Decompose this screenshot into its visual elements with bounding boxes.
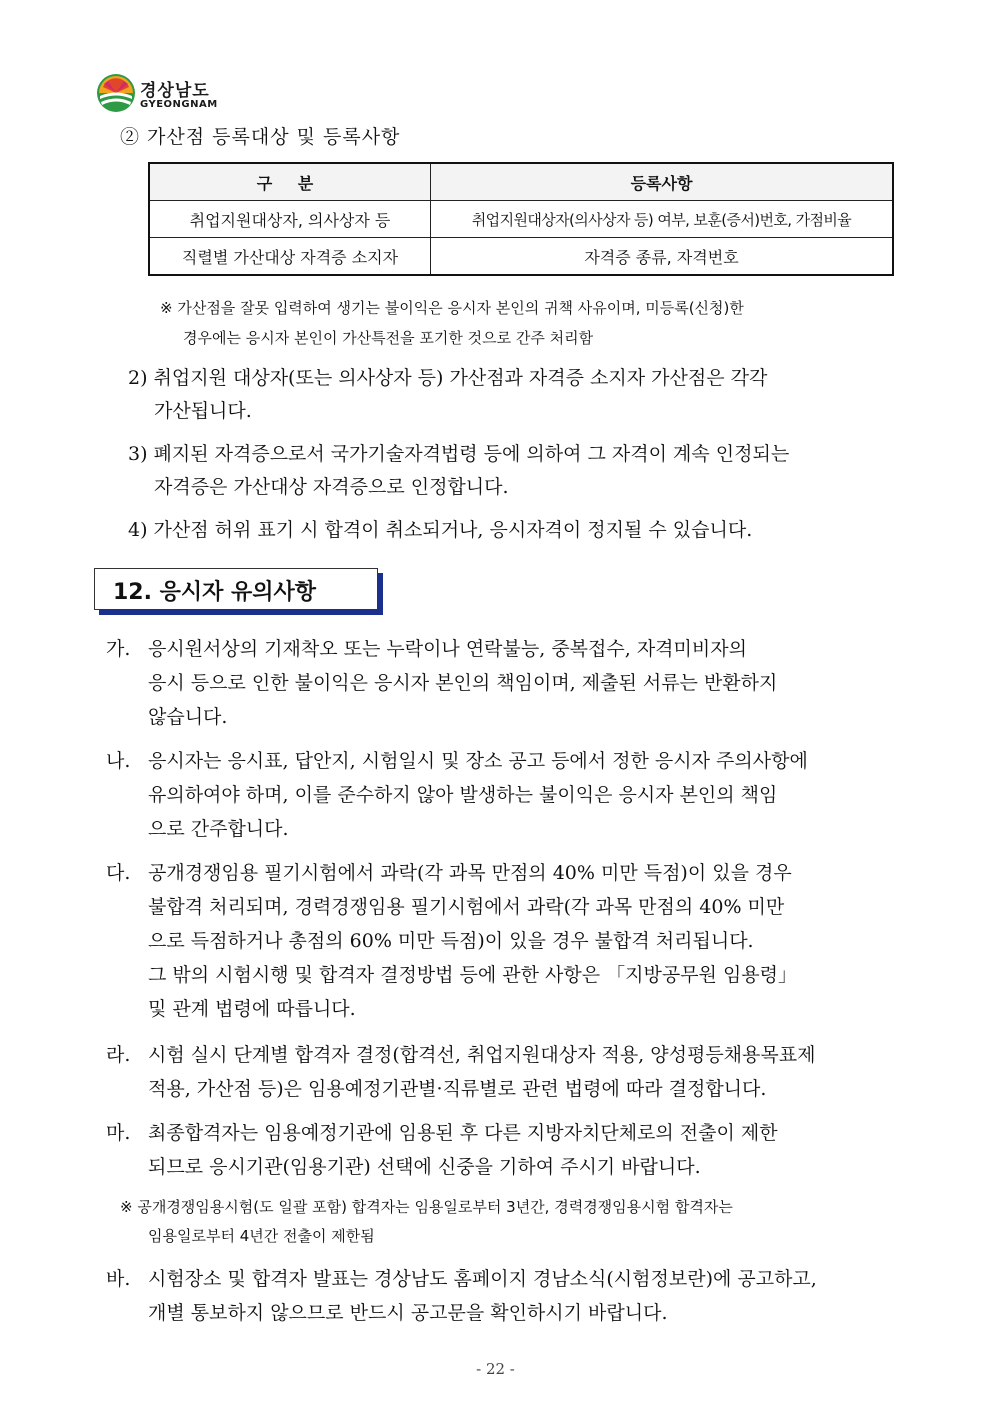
list-item-text: 시험장소 및 합격자 발표는 경상남도 홈페이지 경남소식(시험정보란)에 공고하고, [148,1268,817,1290]
list-item-text: 시험 실시 단계별 합격자 결정(합격선, 취업지원대상자 적용, 양성평등채용목표제 [148,1044,816,1066]
list-item-text: 유의하여야 하며, 이를 준수하지 않아 발생하는 불이익은 응시자 본인의 책임 [148,784,778,806]
logo-korean-text: 경상남도 [140,81,210,101]
table-row [149,201,893,238]
list-item-label: 나. [106,750,131,772]
subsection-title: ② 가산점 등록대상 및 등록사항 [120,126,401,148]
list-item-text: 되므로 응시기관(임용기관) 선택에 신중을 기하여 주시기 바랍니다. [148,1156,701,1178]
table-note-line2: 경우에는 응시자 본인이 가산특전을 포기한 것으로 간주 처리함 [183,329,594,347]
list-item-text: 응시원서상의 기재착오 또는 누락이나 연락불능, 중복접수, 자격미비자의 [148,638,747,660]
list-item-text: 응시 등으로 인한 불이익은 응시자 본인의 책임이며, 제출된 서류는 반환하지 [148,672,778,694]
list-item-text: 최종합격자는 임용예정기관에 임용된 후 다른 지방자치단체로의 전출이 제한 [148,1122,778,1144]
table-cell: 자격증 종류, 자격번호 [431,238,894,276]
list-item-ga [106,632,777,734]
numbered-item-2-line1: 2) 취업지원 대상자(또는 의사상자 등) 가산점과 자격증 소지자 가산점은 각각 [128,367,768,389]
list-item-da [106,856,797,1026]
list-item-text: 적용, 가산점 등)은 임용예정기관별·직류별로 관련 법령에 따라 결정합니다. [148,1078,767,1100]
list-item-text: 그 밖의 시험시행 및 합격자 결정방법 등에 관한 사항은 「지방공무원 임용령」 [148,964,798,986]
gyeongnam-logo [96,72,236,118]
numbered-item-3-line2: 자격증은 가산대상 자격증으로 인정합니다. [154,476,509,498]
gyeongnam-emblem-icon [96,72,136,114]
registration-table [148,162,894,276]
table-cell: 직렬별 가산대상 자격증 소지자 [149,238,431,276]
list-item-text: 으로 간주합니다. [148,818,289,840]
section-heading-box [94,568,378,610]
table-note-line1: ※ 가산점을 잘못 입력하여 생기는 불이익은 응시자 본인의 귀책 사유이며, 미등록(신청)한 [160,299,744,317]
list-item-text: 불합격 처리되며, 경력경쟁임용 필기시험에서 과락(각 과목 만점의 40% 미만 [148,896,785,918]
list-item-text: 으로 득점하거나 총점의 60% 미만 득점)이 있을 경우 불합격 처리됩니다. [148,930,754,952]
list-item-label: 바. [106,1268,131,1290]
list-item-ma [106,1116,778,1184]
item-ma-note-line2: 임용일로부터 4년간 전출이 제한됨 [148,1227,375,1245]
list-item-ra [106,1038,815,1106]
section-title: 12. 응시자 유의사항 [113,580,317,605]
list-item-text: 않습니다. [148,706,228,728]
list-item-text: 개별 통보하지 않으므로 반드시 공고문을 확인하시기 바랍니다. [148,1302,668,1324]
list-item-na [106,744,808,846]
table-header-registration: 등록사항 [431,163,894,201]
table-header-row [149,163,893,201]
item-ma-note-line1: ※ 공개경쟁임용시험(도 일괄 포함) 합격자는 임용일로부터 3년간, 경력경쟁임용시험 합격자는 [120,1198,733,1216]
numbered-item-2-line2: 가산됩니다. [154,400,252,422]
list-item-text: 및 관계 법령에 따릅니다. [148,998,356,1020]
page-number: - 22 - [476,1360,515,1378]
list-item-ba [106,1262,817,1330]
numbered-item-4-line1: 4) 가산점 허위 표기 시 합격이 취소되거나, 응시자격이 정지될 수 있습니다. [128,519,753,541]
list-item-label: 다. [106,862,131,884]
table-cell: 취업지원대상자, 의사상자 등 [149,201,431,238]
list-item-label: 가. [106,638,131,660]
logo-english-text: GYEONGNAM [140,99,218,110]
list-item-label: 라. [106,1044,131,1066]
list-item-text: 공개경쟁임용 필기시험에서 과락(각 과목 만점의 40% 미만 득점)이 있을 경우 [148,862,792,884]
table-cell: 취업지원대상자(의사상자 등) 여부, 보훈(증서)번호, 가점비율 [431,201,894,238]
table-header-category: 구 분 [149,163,431,201]
table-row [149,238,893,276]
numbered-item-3-line1: 3) 폐지된 자격증으로서 국가기술자격법령 등에 의하여 그 자격이 계속 인정되는 [128,443,790,465]
list-item-label: 마. [106,1122,131,1144]
list-item-text: 응시자는 응시표, 답안지, 시험일시 및 장소 공고 등에서 정한 응시자 주의사항에 [148,750,808,772]
